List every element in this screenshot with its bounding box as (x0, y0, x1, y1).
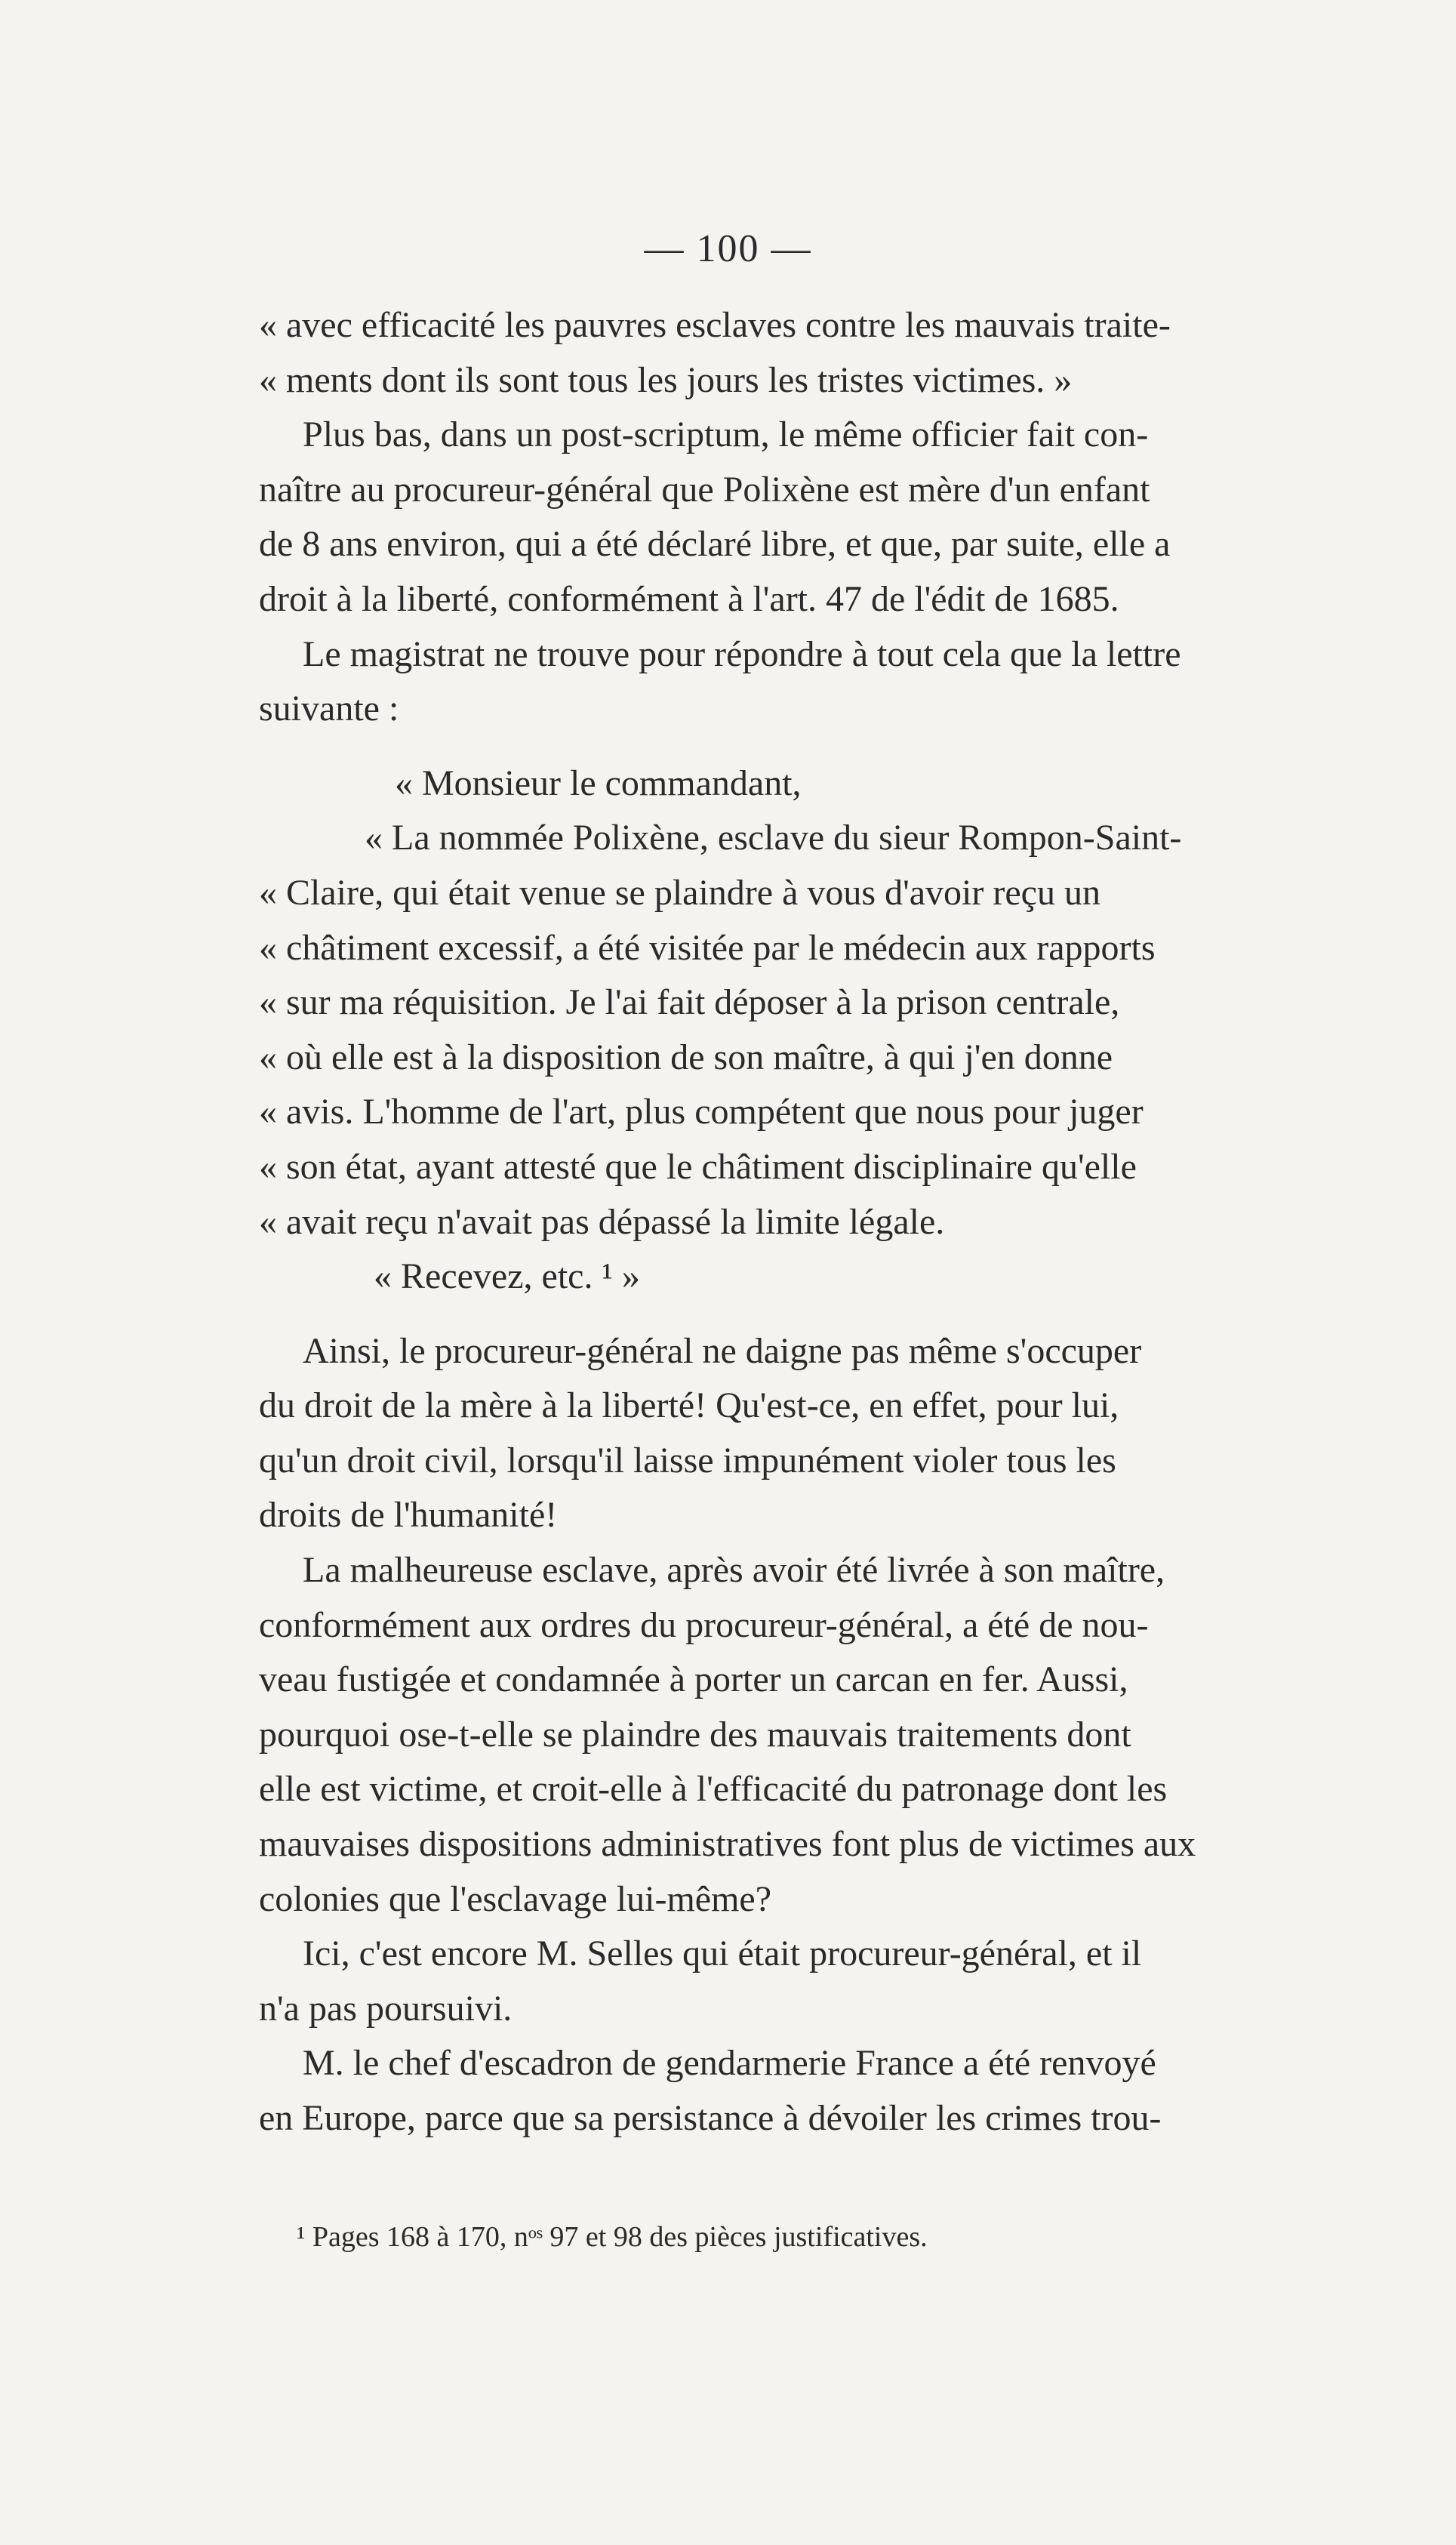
spacer (259, 1305, 1402, 1324)
text-line: « où elle est à la disposition de son maître, à qui j'en donne (259, 1037, 1113, 1077)
text-line: « avait reçu n'avait pas dépassé la limite légale. (259, 1201, 945, 1242)
letter-salutation: « Monsieur le commandant, (395, 763, 802, 803)
text-line: suivante : (259, 689, 399, 729)
text-line: Plus bas, dans un post-scriptum, le même officier fait con- (303, 414, 1149, 455)
text-line: n'a pas poursuivi. (259, 1988, 513, 2029)
page-number: — 100 — (644, 227, 812, 270)
text-line: « sur ma réquisition. Je l'ai fait déposer à la prison centrale, (259, 982, 1120, 1023)
text-line: veau fustigée et condamnée à porter un carcan en fer. Aussi, (259, 1659, 1128, 1700)
text-line: M. le chef d'escadron de gendarmerie France a été renvoyé (303, 2043, 1156, 2084)
body-text (259, 298, 1402, 2146)
letter-closing: « Recevez, etc. ¹ » (374, 1256, 640, 1297)
text-line: pourquoi ose-t-elle se plaindre des mauvais traitements dont (259, 1714, 1131, 1755)
text-line: mauvaises dispositions administratives font plus de victimes aux (259, 1824, 1196, 1865)
text-line: Ici, c'est encore M. Selles qui était procureur-général, et il (303, 1933, 1142, 1974)
text-line: droit à la liberté, conformément à l'art. 47 de l'édit de 1685. (259, 578, 1119, 619)
text-line: droits de l'humanité! (259, 1495, 558, 1536)
text-line: « son état, ayant attesté que le châtiment disciplinaire qu'elle (259, 1146, 1137, 1187)
text-line: « ments dont ils sont tous les jours les tristes victimes. » (259, 359, 1073, 400)
text-line: « avec efficacité les pauvres esclaves contre les mauvais traite- (259, 305, 1171, 345)
footnote: ¹ Pages 168 à 170, nᵒˢ 97 et 98 des pièces justificatives. (297, 2221, 928, 2253)
text-line: en Europe, parce que sa persistance à dévoiler les crimes trou- (259, 2098, 1162, 2138)
text-line: elle est victime, et croit-elle à l'efficacité du patronage dont les (259, 1769, 1168, 1810)
text-line: « avis. L'homme de l'art, plus compétent que nous pour juger (259, 1092, 1144, 1132)
text-line: La malheureuse esclave, après avoir été livrée à son maître, (303, 1550, 1165, 1591)
text-line: qu'un droit civil, lorsqu'il laisse impunément violer tous les (259, 1440, 1116, 1480)
text-line: de 8 ans environ, qui a été déclaré libre, et que, par suite, elle a (259, 524, 1171, 565)
text-line: « Claire, qui était venue se plaindre à vous d'avoir reçu un (259, 872, 1100, 913)
text-line: Le magistrat ne trouve pour répondre à tout cela que la lettre (303, 633, 1181, 674)
text-line: conformément aux ordres du procureur-général, a été de nou- (259, 1604, 1149, 1645)
text-line: colonies que l'esclavage lui-même? (259, 1878, 772, 1919)
text-line: Ainsi, le procureur-général ne daigne pas même s'occuper (303, 1330, 1142, 1371)
text-line: naître au procureur-général que Polixène est mère d'un enfant (259, 469, 1150, 510)
text-line: du droit de la mère à la liberté! Qu'est-ce, en effet, pour lui, (259, 1385, 1119, 1426)
text-line: « La nommée Polixène, esclave du sieur Rompon-Saint- (365, 818, 1182, 858)
spacer (259, 737, 1402, 756)
text-line: « châtiment excessif, a été visitée par le médecin aux rapports (259, 927, 1156, 968)
